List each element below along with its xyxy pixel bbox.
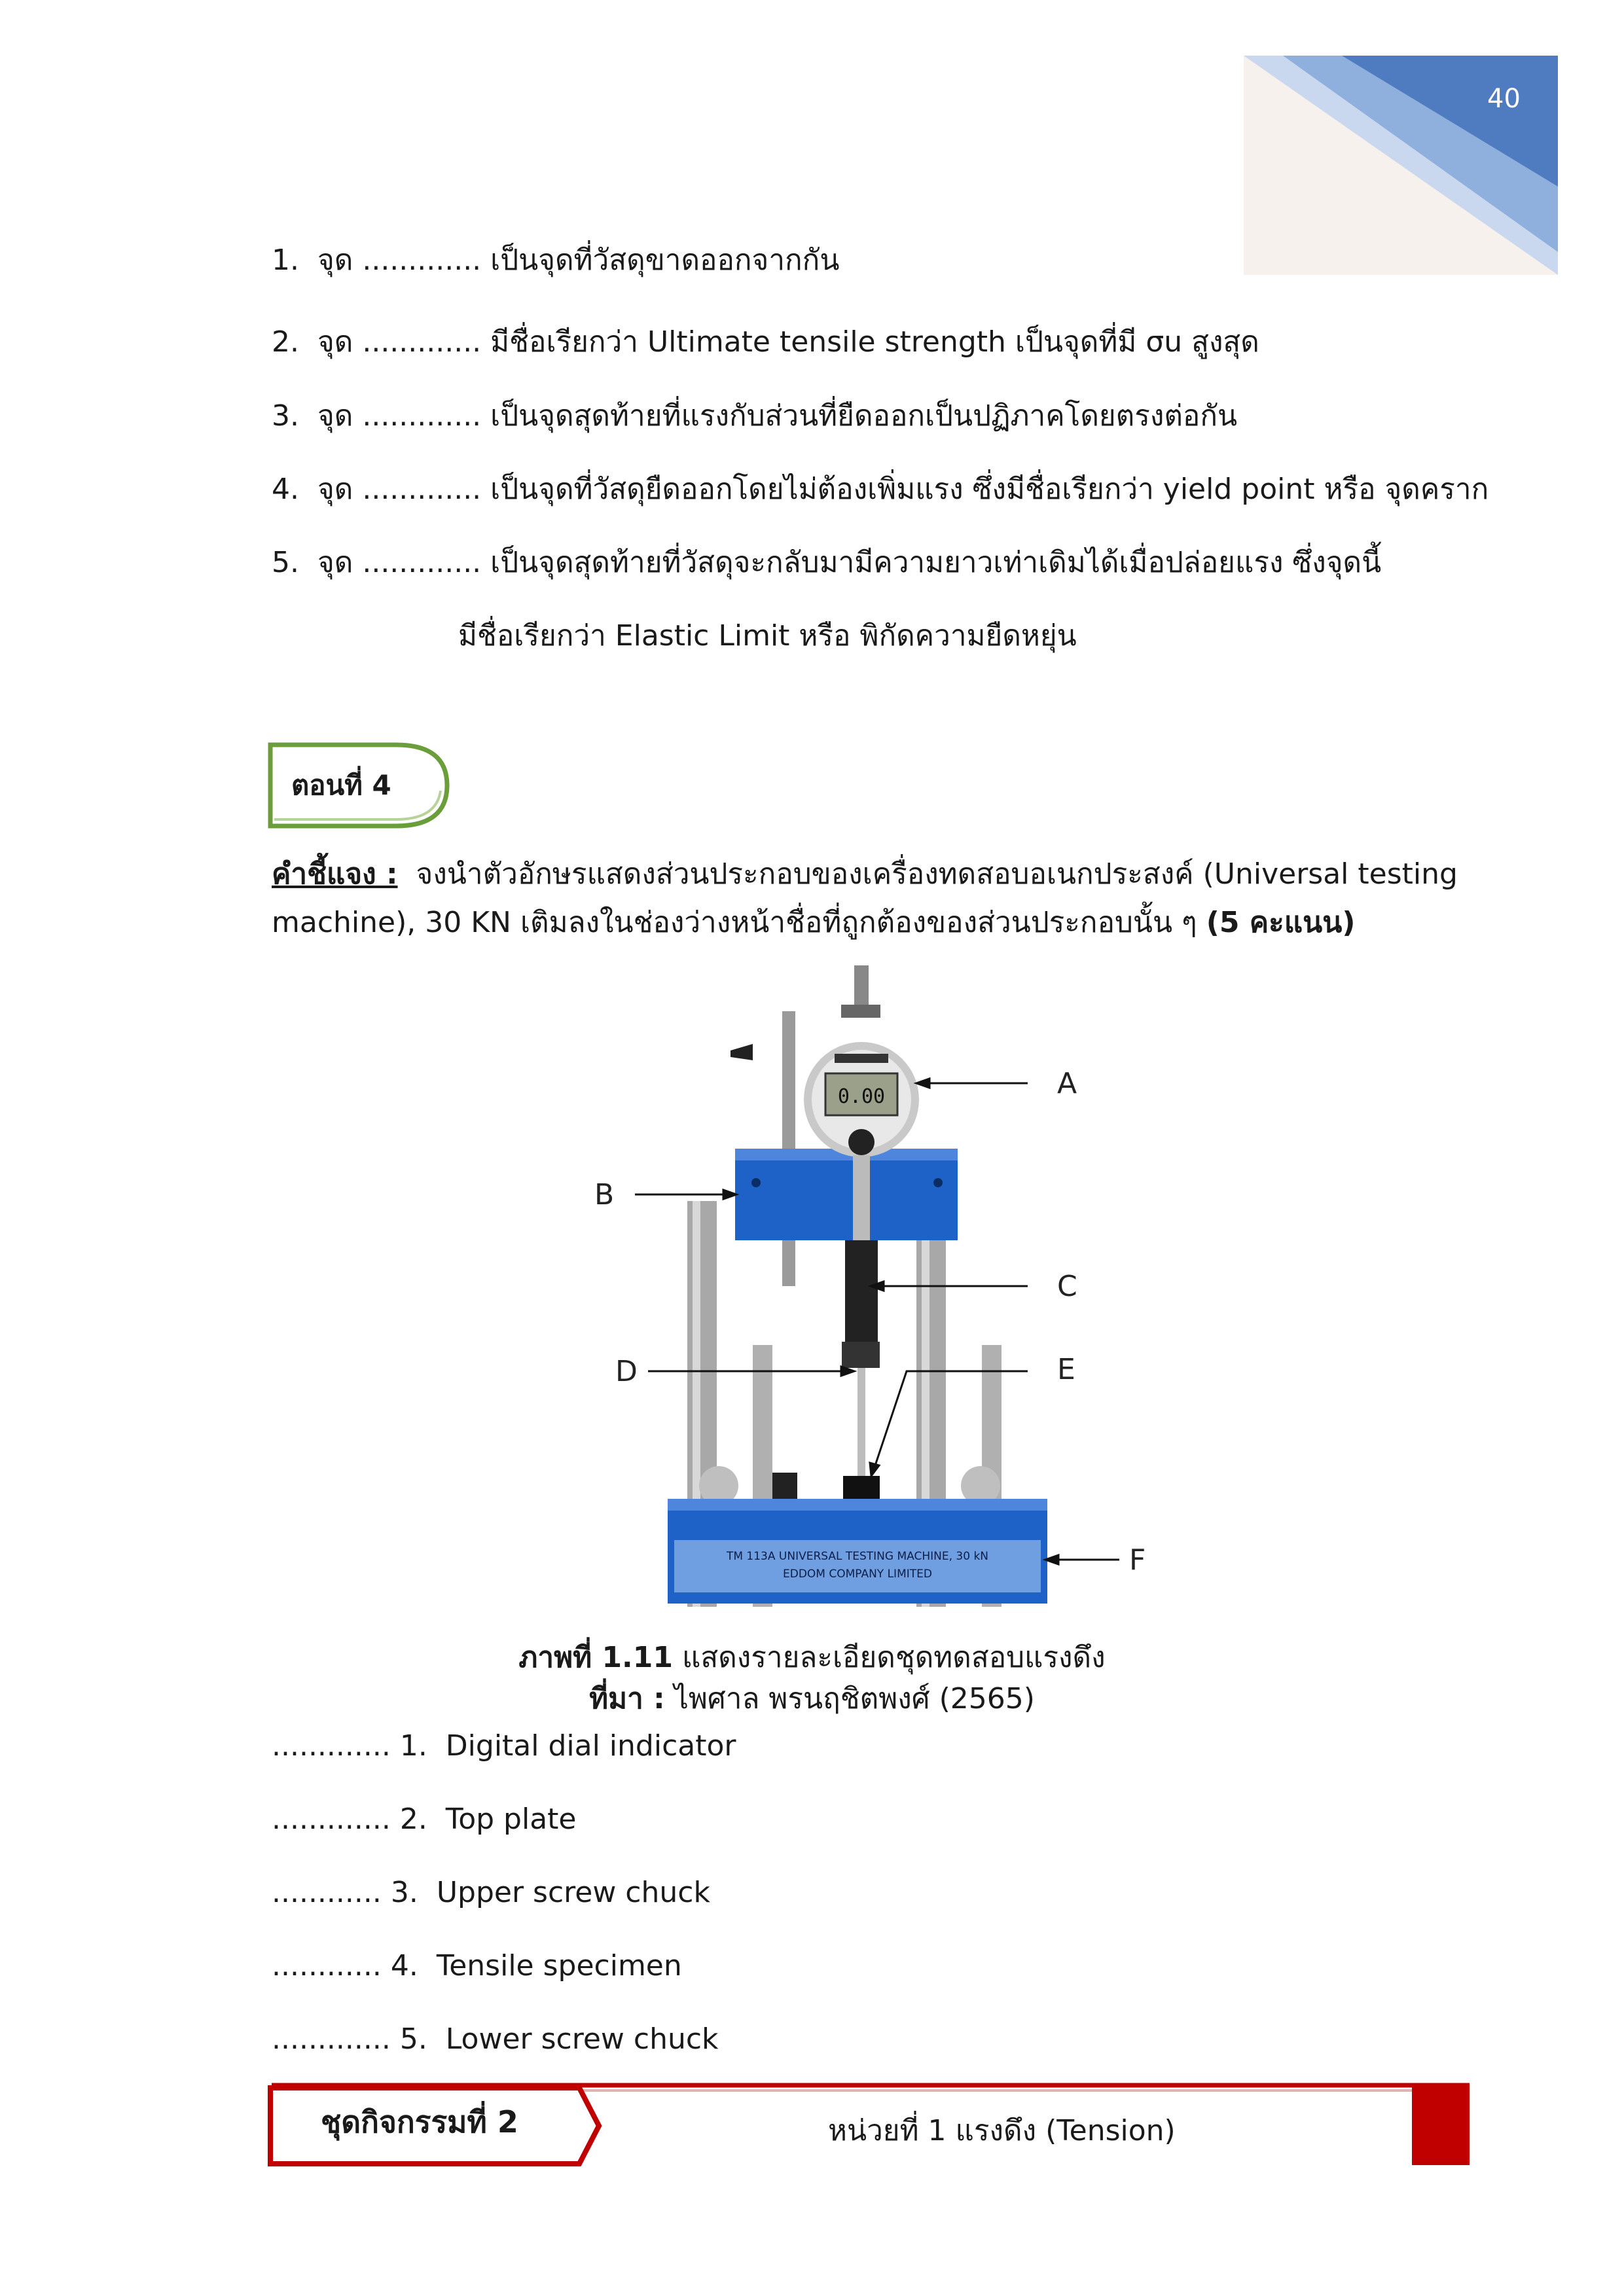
source-text: ไพศาล พรนฤชิตพงศ์ (2565) [674, 1682, 1035, 1715]
label-e: E [1057, 1353, 1075, 1386]
answer-text: Digital dial indicator [445, 1729, 736, 1763]
figure-label: ภาพที่ 1.11 [518, 1641, 674, 1674]
figure-source [0, 1681, 1624, 1717]
list-item [272, 242, 839, 279]
instruction-line-2 [272, 905, 1355, 941]
label-d: D [615, 1355, 638, 1388]
label-f: F [1129, 1543, 1146, 1577]
list-text: จุด ............. เป็นจุดสุดท้ายที่วัสดุจะกลับมามีความยาวเท่าเดิมได้เมื่อปล่อยแรง ซึ่งจุดนี้ [317, 546, 1382, 579]
section-badge-label: ตอนที่ 4 [291, 769, 391, 801]
list-item [272, 545, 1381, 581]
answer-text: Upper screw chuck [436, 1876, 710, 1909]
figure-description: แสดงรายละเอียดชุดทดสอบแรงดึง [682, 1641, 1106, 1674]
plate-text-1: TM 113A UNIVERSAL TESTING MACHINE, 30 kN [726, 1550, 989, 1563]
answer-text: Tensile specimen [436, 1949, 682, 1982]
footer-unit: หน่วยที่ 1 แรงดึง (Tension) [828, 2114, 1176, 2147]
list-item [272, 471, 1489, 508]
plate-text-2: EDDOM COMPANY LIMITED [783, 1568, 932, 1581]
list-text: จุด ............. เป็นจุดที่วัสดุยืดออกโดยไม่ต้องเพิ่มแรง ซึ่งมีชื่อเรียกว่า yield point หรือ จุดคราก [317, 473, 1489, 506]
label-a: A [1057, 1067, 1077, 1100]
answer-item [272, 1874, 710, 1911]
page-number: 40 [1487, 84, 1521, 114]
list-text: จุด ............. เป็นจุดที่วัสดุขาดออกจากกัน [317, 243, 840, 277]
instruction-text-2: machine), 30 KN เติมลงในช่องว่างหน้าชื่อที่ถูกต้องของส่วนประกอบนั้น ๆ [272, 906, 1197, 939]
list-text: จุด ............. เป็นจุดสุดท้ายที่แรงกับส่วนที่ยืดออกเป็นปฏิภาคโดยตรงต่อกัน [317, 399, 1238, 433]
instruction-score: (5 คะแนน) [1206, 906, 1356, 939]
instruction-text-1: จงนำตัวอักษรแสดงส่วนประกอบของเครื่องทดสอบอเนกประสงค์ (Universal testing [416, 857, 1458, 891]
testing-machine-figure [576, 952, 1165, 1613]
answer-blank[interactable]: ............. [272, 1729, 391, 1763]
list-number: 2. [272, 325, 299, 359]
answer-item [272, 1801, 576, 1838]
answer-text: Lower screw chuck [445, 2022, 719, 2056]
instruction-label: คำชี้แจง : [272, 857, 398, 891]
answer-number: 1. [399, 1729, 427, 1763]
figure-caption [0, 1640, 1624, 1676]
answer-number: 4. [390, 1949, 418, 1982]
answer-number: 2. [399, 1803, 427, 1836]
answer-item [272, 2021, 719, 2058]
label-c: C [1057, 1270, 1077, 1303]
footer-activity: ชุดกิจกรรมที่ 2 [321, 2104, 518, 2140]
answer-item [272, 1948, 682, 1984]
answer-text: Top plate [445, 1803, 577, 1836]
list-item-continuation: มีชื่อเรียกว่า Elastic Limit หรือ พิกัดความยืดหยุ่น [458, 619, 1077, 653]
list-number: 5. [272, 546, 299, 579]
list-number: 4. [272, 473, 299, 506]
answer-item [272, 1728, 736, 1765]
list-item [272, 324, 1259, 361]
answer-number: 3. [390, 1876, 418, 1909]
answer-blank[interactable]: ............. [272, 2022, 391, 2056]
dial-reading: 0.00 [837, 1085, 886, 1108]
answer-blank[interactable]: ............ [272, 1876, 382, 1909]
label-b: B [594, 1178, 615, 1211]
list-number: 1. [272, 243, 299, 277]
list-item [272, 398, 1237, 435]
answer-blank[interactable]: ............ [272, 1949, 382, 1982]
list-text: จุด ............. มีชื่อเรียกว่า Ultimate tensile strength เป็นจุดที่มี σu สูงสุด [317, 325, 1259, 359]
instruction-line-1 [272, 856, 1458, 893]
answer-number: 5. [399, 2022, 427, 2056]
answer-blank[interactable]: ............. [272, 1803, 391, 1836]
list-number: 3. [272, 399, 299, 433]
source-label: ที่มา : [589, 1682, 665, 1715]
